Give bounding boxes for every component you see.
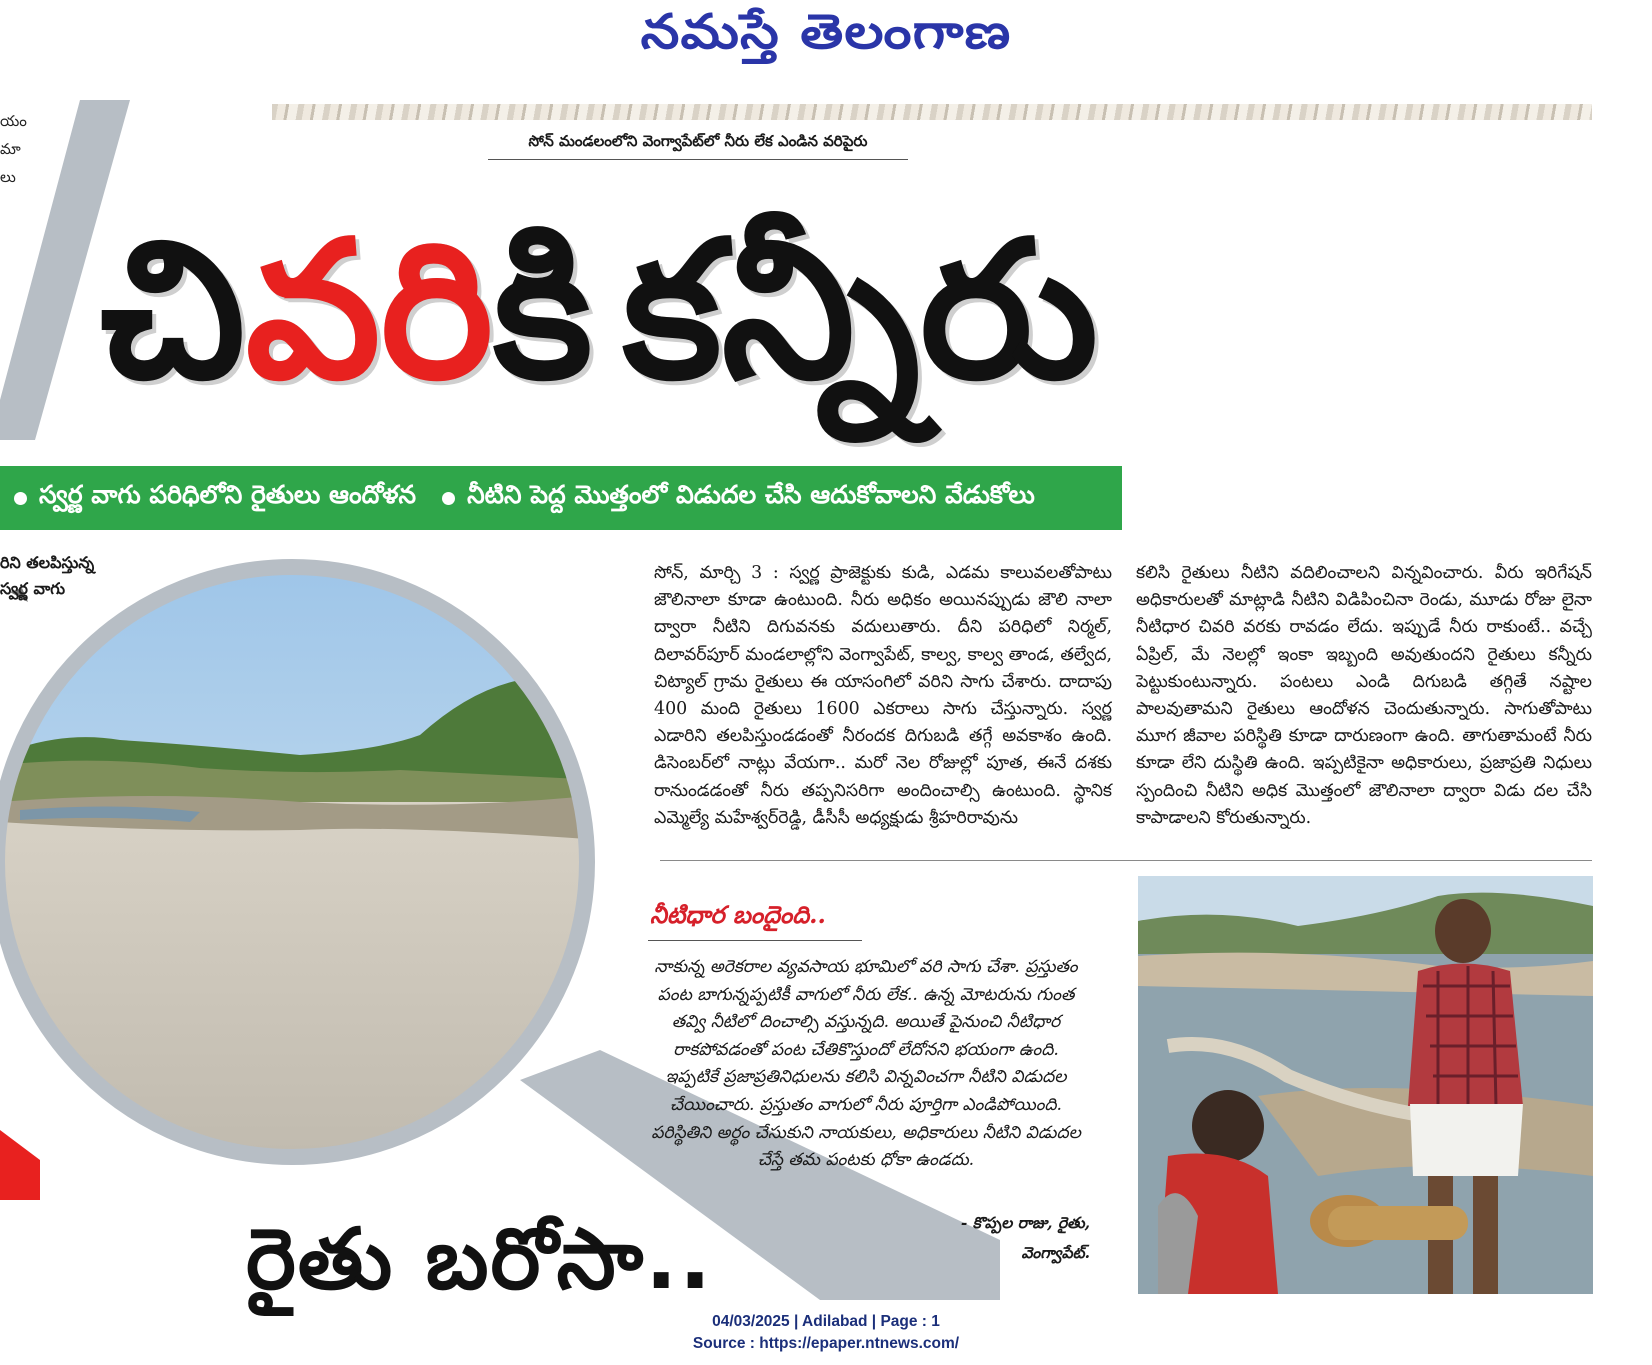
caption-line: స్వర్ణ వాగు	[0, 579, 66, 598]
photo-strip	[272, 104, 1592, 120]
bullet-icon	[442, 492, 455, 505]
farmer-photo	[1138, 876, 1593, 1294]
divider	[660, 860, 1592, 861]
photo-strip-caption: సోన్ మండలంలోని వెంగ్వాపేట్‌లో నీరు లేక ఎండిన వరిపైరు	[488, 132, 908, 160]
quote-body: నాకున్న అరెకరాల వ్యవసాయ భూమిలో వరి సాగు చేశా. ప్రస్తుతం పంట బాగున్నప్పటికీ వాగులో నీరు లేక.. ఉన్న మోటరును గుంత తవ్వి నీటిలో దించాల్సి వస్తున్నది. అయితే పైనుంచి నీటిధార రాకపోవడంతో పంట చేతికొస్తుందో లేదోనని భయంగా ఉంది. ఇప్పటికే ప్రజాప్రతినిధులను కలిసి విన్నవించగా నీటిని విడుదల చేయించారు. ప్రస్తుతం వాగులో నీరు పూర్తిగా ఎండిపోయింది. పరిస్థితిని అర్థం చేసుకుని నాయకులు, అధికారులు నీటిని విడుదల చేస్తే తమ పంటకు ధోకా ఉండదు.	[651, 957, 1081, 1171]
caption-line: రిని తలపిస్తున్న	[0, 553, 95, 572]
quote-title: నీటిధార బందైంది..	[650, 900, 826, 929]
article-column-1: సోన్, మార్చి 3 : స్వర్ణ ప్రాజెక్టుకు కుడి, ఎడమ కాలువలతోపాటు జౌలినాలా కూడా ఉంటుంది. నీరు అధికం అయినప్పుడు జౌలి నాలా ద్వారా నీటిని దిగువనకు వదులుతారు. దీని పరిధిలో నిర్మల్, దిలావర్‌పూర్ మండలాల్లోని వెంగ్వాపేట్, కాల్వ, కాల్వ తాండ, తల్వేద, చిట్యాల్ గ్రామ రైతులు ఈ యాసంగిలో వరిని సాగు చేశారు. దాదాపు 400 మంది రైతులు 1600 ఎకరాలు సాగు చేస్తున్నారు. స్వర్ణ ఎడారిని తలపిస్తుండడంతో నీరందక దిగుబడి తగ్గే అవకాశం ఉంది. డిసెంబర్‌లో నాట్లు వేయగా.. మరో నెల రోజుల్లో పూత, ఈనే దశకు రానుండడంతో నీరు తప్పనిసరిగా అందించాల్సి ఉంటుంది. స్థానిక ఎమ్మెల్యే మహేశ్వర్‌రెడ్డి, డీసీసీ అధ్యక్షుడు శ్రీహరిరావును	[654, 563, 1112, 828]
quote-divider	[648, 940, 862, 941]
article-column-2: కలిసి రైతులు నీటిని వదిలించాలని విన్నవించారు. వీరు ఇరిగేషన్ అధికారులతో మాట్లాడి నీటిని విడిపించినా రెండు, మూడు రోజు లైనా నీటిధార చివరి వరకు రావడం లేదు. ఇప్పుడే నీరు రాకుంటే.. వచ్చే ఏప్రిల్, మే నెలల్లో ఇంకా ఇబ్బంది అవుతుందని రైతులు కన్నీరు పెట్టుకుంటున్నారు. పంటలు ఎండి దిగుబడి తగ్గితే నష్టాల పాలవుతామని రైతులు ఆందోళన చెందుతున్నారు. సాగుతోపాటు మూగ జీవాల పరిస్థితి కూడా దారుణంగా ఉంది. తాగుతామంటే నీరు కూడా లేని దుస్థితి ఉంది. ఇప్పటికైనా అధికారులు, ప్రజాప్రతి నిధులు స్పందించి నీటిని అధిక మొత్తంలో జౌలినాలా ద్వారా విడు దల చేసి కాపాడాలని కోరుతున్నారు.	[1136, 563, 1592, 828]
kicker-item: స్వర్ణ వాగు పరిధిలోని రైతులు ఆందోళన	[39, 480, 417, 509]
bullet-icon	[14, 492, 27, 505]
headline-part: చి	[100, 200, 246, 421]
kicker-bar	[0, 466, 1122, 530]
quote-place: వెంగ్వాపేట్.	[1021, 1243, 1090, 1262]
left-snippet: యం	[0, 112, 27, 130]
headline-highlight: వరి	[245, 200, 494, 421]
masthead-title: నమస్తే తెలంగాణ	[640, 4, 1012, 60]
quote-author: - కొప్పల రాజు, రైతు,	[960, 1213, 1090, 1232]
footer-date-edition: 04/03/2025 | Adilabad | Page : 1	[712, 1313, 940, 1330]
page-footer	[0, 1311, 1652, 1355]
main-photo-caption	[0, 550, 94, 602]
main-headline	[100, 176, 1580, 466]
bottom-headline: రైతు బరోసా..	[246, 1210, 714, 1308]
kicker-item: నీటిని పెద్ద మొత్తంలో విడుదల చేసి ఆదుకోవాలని వేడుకోలు	[467, 480, 1035, 509]
headline-part: కన్నీరు	[622, 200, 1099, 421]
left-snippet: లు	[0, 168, 16, 186]
quote-byline	[900, 1208, 1090, 1268]
headline-part: కి	[493, 200, 593, 421]
left-snippet: మా	[0, 140, 21, 158]
footer-source: Source : https://epaper.ntnews.com/	[692, 1335, 960, 1352]
